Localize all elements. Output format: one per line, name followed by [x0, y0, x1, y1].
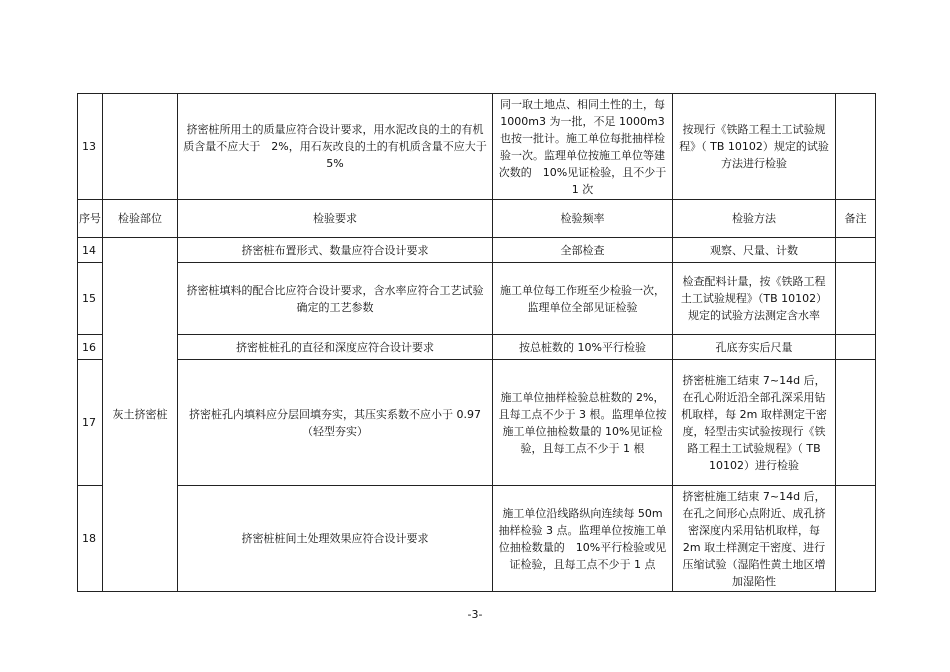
row-number: 17 [78, 360, 103, 486]
header-method: 检验方法 [673, 200, 836, 238]
table-row [78, 335, 876, 360]
note-cell [836, 238, 876, 263]
table-row-13 [78, 94, 876, 200]
note-cell [836, 94, 876, 200]
note-cell [836, 335, 876, 360]
row-number: 13 [78, 94, 103, 200]
inspection-table [77, 93, 876, 592]
frequency-cell: 按总桩数的 10%平行检验 [493, 335, 673, 360]
method-cell: 检查配料计量，按《铁路工程土工试验规程》（TB 10102）规定的试验方法测定含水率 [673, 263, 836, 335]
frequency-cell: 施工单位抽样检验总桩数的 2%，且每工点不少于 3 根。监理单位按施工单位抽检数量的 10%见证检验，且每工点不少于 1 根 [493, 360, 673, 486]
row-number: 15 [78, 263, 103, 335]
header-note: 备注 [836, 200, 876, 238]
frequency-cell: 施工单位沿线路纵向连续每 50m 抽样检验 3 点。监理单位按施工单位抽检数量的 10%平行检验或见证检验，且每工点不少于 1 点 [493, 486, 673, 592]
note-cell [836, 486, 876, 592]
method-cell: 按现行《铁路工程土工试验规程》（ TB 10102）规定的试验方法进行检验 [673, 94, 836, 200]
inspection-part-cell: 灰土挤密桩 [103, 238, 178, 592]
header-number: 序号 [78, 200, 103, 238]
header-frequency: 检验频率 [493, 200, 673, 238]
requirement-cell: 挤密桩布置形式、数量应符合设计要求 [178, 238, 493, 263]
inspection-part-cell [103, 94, 178, 200]
page-number: -3- [467, 608, 483, 621]
row-number: 18 [78, 486, 103, 592]
header-requirement: 检验要求 [178, 200, 493, 238]
method-cell: 孔底夯实后尺量 [673, 335, 836, 360]
note-cell [836, 263, 876, 335]
frequency-cell: 施工单位每工作班至少检验一次，监理单位全部见证检验 [493, 263, 673, 335]
requirement-cell: 挤密桩填料的配合比应符合设计要求，含水率应符合工艺试验确定的工艺参数 [178, 263, 493, 335]
frequency-cell: 全部检查 [493, 238, 673, 263]
table-row [78, 263, 876, 335]
table-header-row [78, 200, 876, 238]
row-number: 16 [78, 335, 103, 360]
requirement-cell: 挤密桩桩间土处理效果应符合设计要求 [178, 486, 493, 592]
table-row [78, 360, 876, 486]
method-cell: 挤密桩施工结束 7~14d 后，在孔之间形心点附近、成孔挤密深度内采用钻机取样，每 2m 取土样测定干密度、进行压缩试验（湿陷性黄土地区增加湿陷性 [673, 486, 836, 592]
requirement-cell: 挤密桩孔内填料应分层回填夯实，其压实系数不应小于 0.97（轻型夯实） [178, 360, 493, 486]
note-cell [836, 360, 876, 486]
method-cell: 挤密桩施工结束 7~14d 后，在孔心附近沿全部孔深采用钻机取样，每 2m 取样测定干密度，轻型击实试验按现行《铁路工程土工试验规程》（ TB 10102）进行检验 [673, 360, 836, 486]
table-row [78, 238, 876, 263]
requirement-cell: 挤密桩桩孔的直径和深度应符合设计要求 [178, 335, 493, 360]
row-number: 14 [78, 238, 103, 263]
frequency-cell: 同一取土地点、相同土性的土，每 1000m3 为一批，不足 1000m3 也按一批计。施工单位每批抽样检验一次。监理单位按施工单位等建次数的 10%见证检验，且不少于 1 次 [493, 94, 673, 200]
method-cell: 观察、尺量、计数 [673, 238, 836, 263]
table-row [78, 486, 876, 592]
header-part: 检验部位 [103, 200, 178, 238]
requirement-cell: 挤密桩所用土的质量应符合设计要求，用水泥改良的土的有机质含量不应大于 2%，用石灰改良的土的有机质含量不应大于 5% [178, 94, 493, 200]
